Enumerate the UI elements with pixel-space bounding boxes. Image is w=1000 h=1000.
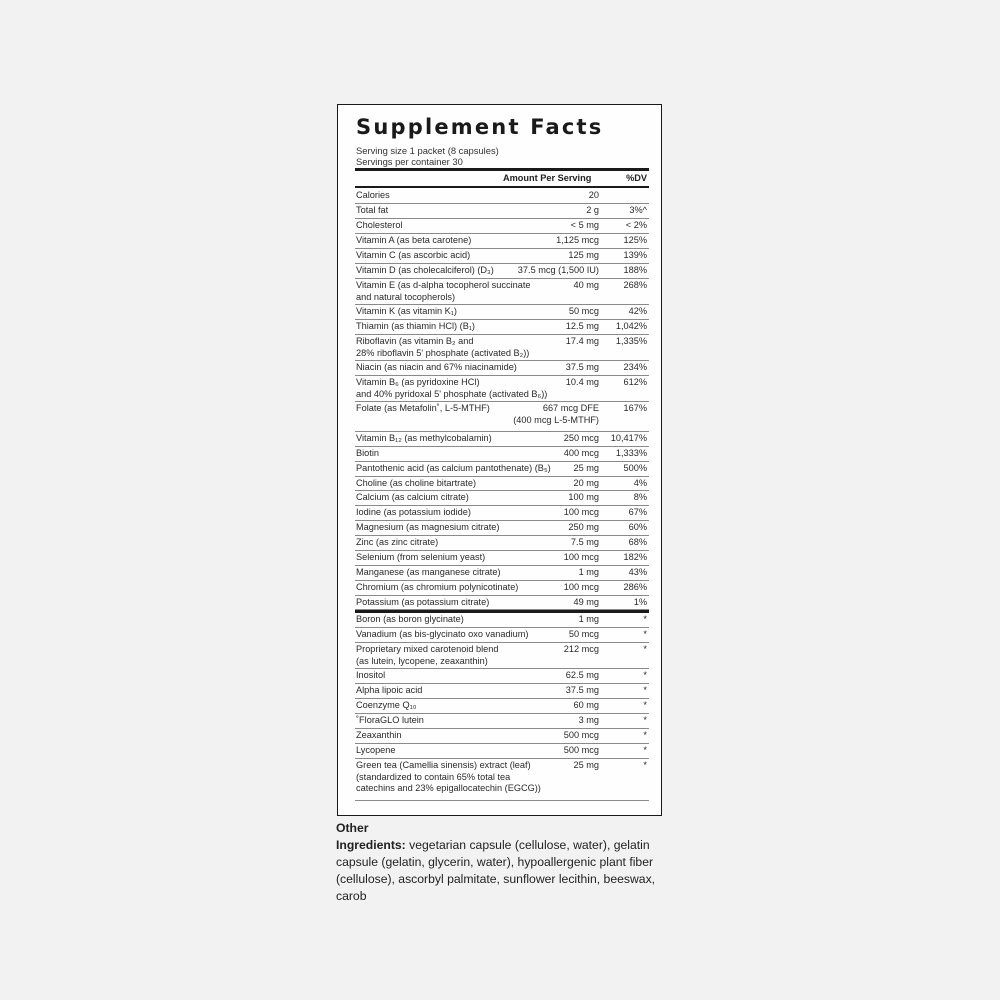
section-divider xyxy=(355,610,649,613)
nutrient-amount: 100 mcg xyxy=(563,507,599,517)
nutrient-amount: 60 mg xyxy=(573,700,599,710)
nutrient-row xyxy=(355,432,649,447)
nutrient-amount: 2 g xyxy=(586,205,599,215)
servings-per-container: Servings per container 30 xyxy=(356,156,463,167)
nutrient-amount: 100 mcg xyxy=(563,582,599,592)
nutrient-name: Manganese (as manganese citrate) xyxy=(356,567,501,577)
supplement-facts-panel xyxy=(337,104,662,816)
ingredients-text: vegetarian capsule (cellulose, water), gelatin capsule (gelatin, glycerin, water), hypoallergenic plant fiber (cellulose), ascorbyl palmitate, sunflower lecithin, beeswax, carob xyxy=(336,838,656,903)
nutrient-name: Pantothenic acid (as calcium pantothenate) (B₅) xyxy=(356,463,551,473)
nutrient-dv: 8% xyxy=(633,492,647,502)
nutrient-dv: 43% xyxy=(628,567,647,577)
nutrient-dv: * xyxy=(643,644,647,654)
nutrient-amount: 62.5 mg xyxy=(565,670,599,680)
nutrient-name: Vitamin D (as cholecalciferol) (D₃) xyxy=(356,265,494,275)
nutrient-name: Coenzyme Q₁₀ xyxy=(356,700,417,710)
nutrient-dv: 1,335% xyxy=(615,336,647,346)
nutrient-amount: 100 mcg xyxy=(563,552,599,562)
nutrient-row xyxy=(355,521,649,536)
nutrient-row xyxy=(355,491,649,506)
nutrient-name: Vitamin K (as vitamin K₁) xyxy=(356,306,457,316)
nutrient-name: Riboflavin (as vitamin B₂ and 28% riboflavin 5' phosphate (activated B₂)) xyxy=(356,336,530,358)
dv-column-header: %DV xyxy=(626,173,647,183)
nutrient-amount: 20 xyxy=(588,190,599,200)
nutrient-dv: 268% xyxy=(623,280,647,290)
nutrient-dv: 4% xyxy=(633,478,647,488)
nutrient-row xyxy=(355,684,649,699)
nutrient-row xyxy=(355,189,649,204)
nutrient-dv: 182% xyxy=(623,552,647,562)
nutrient-row xyxy=(355,477,649,491)
nutrient-amount: 212 mcg xyxy=(563,644,599,654)
nutrient-row xyxy=(355,305,649,320)
nutrient-dv: 10,417% xyxy=(610,433,647,443)
other-heading: Other xyxy=(336,821,369,835)
nutrient-dv: 612% xyxy=(623,377,647,387)
nutrient-row xyxy=(355,669,649,684)
nutrient-amount: 667 mcg DFE (400 mcg L-5-MTHF) xyxy=(513,403,599,425)
nutrient-name: Alpha lipoic acid xyxy=(356,685,423,695)
nutrient-amount: < 5 mg xyxy=(570,220,599,230)
nutrient-amount: 37.5 mg xyxy=(565,685,599,695)
nutrient-name: Vitamin B₆ (as pyridoxine HCl) and 40% pyridoxal 5' phosphate (activated B₆)) xyxy=(356,377,548,399)
nutrient-row xyxy=(355,402,649,432)
nutrient-dv: 67% xyxy=(628,507,647,517)
nutrient-dv: 139% xyxy=(623,250,647,260)
nutrient-name: Thiamin (as thiamin HCl) (B₁) xyxy=(356,321,475,331)
nutrient-name: Chromium (as chromium polynicotinate) xyxy=(356,582,519,592)
nutrient-amount: 37.5 mcg (1,500 IU) xyxy=(517,265,599,275)
nutrient-row xyxy=(355,447,649,462)
nutrient-amount: 25 mg xyxy=(573,760,599,770)
nutrient-amount: 17.4 mg xyxy=(565,336,599,346)
ingredients-text-block xyxy=(336,837,668,905)
nutrient-dv: < 2% xyxy=(625,220,647,230)
nutrient-row xyxy=(355,566,649,581)
nutrient-amount: 49 mg xyxy=(573,597,599,607)
nutrient-name: Total fat xyxy=(356,205,389,215)
nutrient-amount: 40 mg xyxy=(573,280,599,290)
nutrient-name: Vitamin A (as beta carotene) xyxy=(356,235,472,245)
nutrient-row xyxy=(355,506,649,521)
nutrient-amount: 10.4 mg xyxy=(565,377,599,387)
nutrient-row xyxy=(355,714,649,729)
nutrient-dv: 1,333% xyxy=(615,448,647,458)
nutrient-dv: 60% xyxy=(628,522,647,532)
nutrient-row xyxy=(355,628,649,643)
other-ingredients xyxy=(336,820,668,905)
nutrient-amount: 250 mg xyxy=(568,522,599,532)
nutrient-row xyxy=(355,613,649,628)
nutrient-name: Vitamin C (as ascorbic acid) xyxy=(356,250,471,260)
nutrient-name: Magnesium (as magnesium citrate) xyxy=(356,522,500,532)
nutrient-dv: * xyxy=(643,670,647,680)
nutrient-row xyxy=(355,264,649,279)
nutrient-amount: 400 mcg xyxy=(563,448,599,458)
nutrient-name: Boron (as boron glycinate) xyxy=(356,614,464,624)
nutrient-amount: 100 mg xyxy=(568,492,599,502)
nutrient-dv: * xyxy=(643,715,647,725)
nutrient-name: Iodine (as potassium iodide) xyxy=(356,507,471,517)
nutrient-row xyxy=(355,536,649,551)
nutrient-dv: 500% xyxy=(623,463,647,473)
nutrient-amount: 250 mcg xyxy=(563,433,599,443)
nutrient-row xyxy=(355,581,649,596)
nutrient-dv: 1% xyxy=(633,597,647,607)
nutrient-dv: * xyxy=(643,629,647,639)
nutrient-row xyxy=(355,643,649,669)
facts-title: Supplement Facts xyxy=(356,115,604,139)
nutrient-row xyxy=(355,320,649,335)
nutrient-dv: * xyxy=(643,745,647,755)
nutrient-name: Proprietary mixed carotenoid blend (as lutein, lycopene, zeaxanthin) xyxy=(356,644,499,666)
nutrient-name: Calories xyxy=(356,190,390,200)
nutrient-amount: 3 mg xyxy=(578,715,599,725)
nutrient-row xyxy=(355,744,649,759)
nutrient-name: Cholesterol xyxy=(356,220,403,230)
nutrient-name: Selenium (from selenium yeast) xyxy=(356,552,486,562)
amount-column-header: Amount Per Serving xyxy=(503,173,592,183)
nutrient-dv: 188% xyxy=(623,265,647,275)
nutrient-row xyxy=(355,234,649,249)
nutrient-amount: 37.5 mg xyxy=(565,362,599,372)
nutrient-dv: * xyxy=(643,760,647,770)
nutrient-row xyxy=(355,279,649,305)
nutrient-dv: 1,042% xyxy=(615,321,647,331)
nutrient-name: Calcium (as calcium citrate) xyxy=(356,492,469,502)
nutrient-row xyxy=(355,204,649,219)
nutrient-name: ˚FloraGLO lutein xyxy=(356,715,424,725)
nutrient-row xyxy=(355,249,649,264)
nutrient-amount: 500 mcg xyxy=(563,730,599,740)
nutrient-row xyxy=(355,551,649,566)
nutrient-dv: * xyxy=(643,614,647,624)
nutrient-dv: * xyxy=(643,685,647,695)
nutrient-name: Biotin xyxy=(356,448,379,458)
nutrient-amount: 12.5 mg xyxy=(565,321,599,331)
nutrient-amount: 1,125 mcg xyxy=(556,235,599,245)
ingredients-label: Ingredients: xyxy=(336,838,406,852)
nutrient-name: Vitamin E (as d-alpha tocopherol succinate and natural tocopherols) xyxy=(356,280,531,302)
nutrient-dv: 167% xyxy=(623,403,647,413)
nutrient-row xyxy=(355,219,649,234)
nutrient-row xyxy=(355,759,649,801)
nutrient-amount: 1 mg xyxy=(578,567,599,577)
nutrient-name: Niacin (as niacin and 67% niacinamide) xyxy=(356,362,517,372)
nutrient-dv: 3%^ xyxy=(629,205,647,215)
nutrient-name: Zeaxanthin xyxy=(356,730,402,740)
nutrient-row xyxy=(355,376,649,402)
nutrient-dv: 42% xyxy=(628,306,647,316)
serving-size: Serving size 1 packet (8 capsules) xyxy=(356,145,499,156)
nutrient-name: Folate (as Metafolin˚, L-5-MTHF) xyxy=(356,403,490,413)
nutrient-amount: 125 mg xyxy=(568,250,599,260)
nutrient-dv: 234% xyxy=(623,362,647,372)
nutrient-name: Green tea (Camellia sinensis) extract (leaf) (standardized to contain 65% total tea catechins and 23% epigallocatechin (EGCG)) xyxy=(356,760,541,793)
nutrient-dv: 286% xyxy=(623,582,647,592)
nutrient-amount: 1 mg xyxy=(578,614,599,624)
nutrient-name: Choline (as choline bitartrate) xyxy=(356,478,477,488)
nutrient-amount: 25 mg xyxy=(573,463,599,473)
nutrient-row xyxy=(355,462,649,477)
nutrient-dv: 68% xyxy=(628,537,647,547)
nutrient-name: Inositol xyxy=(356,670,386,680)
nutrient-amount: 50 mcg xyxy=(568,629,599,639)
nutrient-name: Zinc (as zinc citrate) xyxy=(356,537,439,547)
nutrient-amount: 50 mcg xyxy=(568,306,599,316)
nutrient-name: Vitamin B₁₂ (as methylcobalamin) xyxy=(356,433,492,443)
nutrient-row xyxy=(355,729,649,744)
nutrient-table xyxy=(355,105,649,815)
nutrient-name: Lycopene xyxy=(356,745,396,755)
nutrient-dv: * xyxy=(643,730,647,740)
nutrient-amount: 500 mcg xyxy=(563,745,599,755)
nutrient-name: Vanadium (as bis-glycinato oxo vanadium) xyxy=(356,629,529,639)
nutrient-row xyxy=(355,596,649,610)
nutrient-row xyxy=(355,335,649,361)
nutrient-name: Potassium (as potassium citrate) xyxy=(356,597,490,607)
nutrient-amount: 20 mg xyxy=(573,478,599,488)
nutrient-dv: * xyxy=(643,700,647,710)
nutrient-dv: 125% xyxy=(623,235,647,245)
nutrient-row xyxy=(355,699,649,714)
nutrient-row xyxy=(355,361,649,376)
nutrient-amount: 7.5 mg xyxy=(570,537,599,547)
